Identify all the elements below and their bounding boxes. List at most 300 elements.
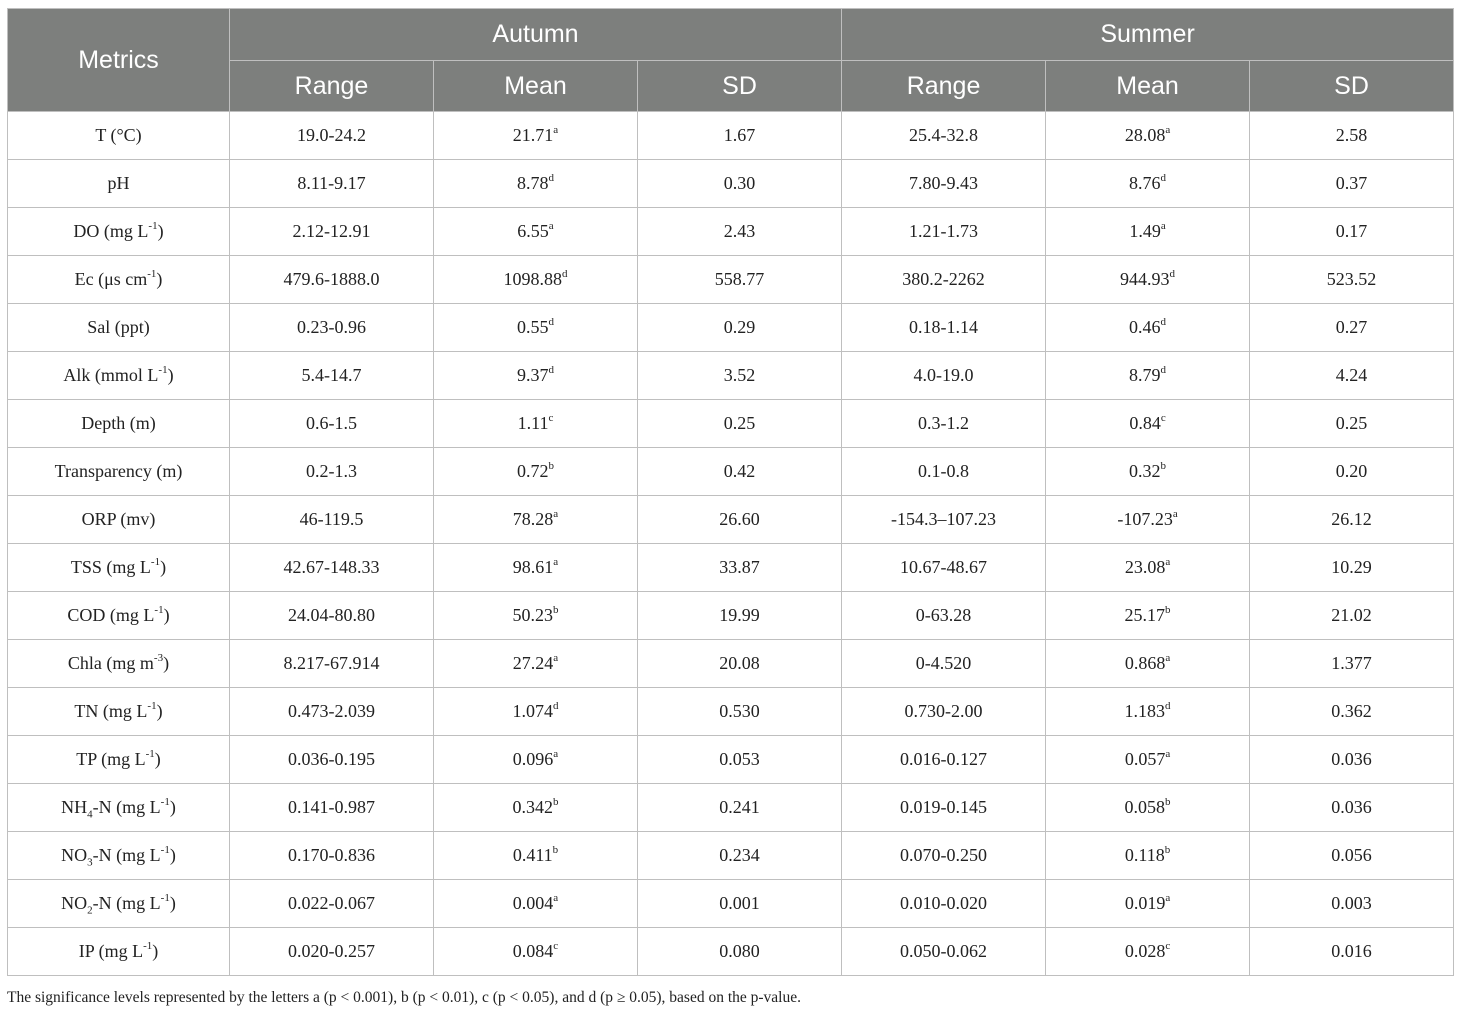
autumn-sd-cell (638, 352, 842, 400)
cell-value: 0.473-2.039 (288, 701, 375, 721)
metric-cell (8, 880, 230, 928)
metric-sup: -1 (158, 364, 168, 376)
metric-post: ) (169, 845, 176, 865)
cell-value: 0.72 (517, 461, 549, 481)
cell-value: 0.20 (1335, 461, 1368, 481)
summer-range-cell (842, 352, 1046, 400)
autumn-mean-cell (434, 160, 638, 208)
table-footnote: The significance levels represented by the letters a (p < 0.001), b (p < 0.01), c (p < 0.05), and d (p ≥ 0.05), based on the p-value. (7, 989, 801, 1006)
cell-value: 26.12 (1331, 509, 1372, 529)
cell-value: 8.79 (1129, 365, 1161, 385)
autumn-sd-cell (638, 640, 842, 688)
summer-sd-cell (1250, 640, 1454, 688)
autumn-sd-cell (638, 208, 842, 256)
summer-sd-cell (1250, 160, 1454, 208)
significance-letter: d (553, 700, 559, 712)
significance-letter: d (548, 172, 554, 184)
summer-mean-cell (1046, 784, 1250, 832)
table-row (8, 256, 1454, 304)
cell-value: 0.141-0.987 (288, 797, 375, 817)
cell-value: 0.036 (1331, 749, 1372, 769)
autumn-sd-cell (638, 688, 842, 736)
autumn-mean-cell (434, 112, 638, 160)
significance-letter: a (553, 652, 559, 664)
summer-sd-cell (1250, 208, 1454, 256)
summer-sd-cell (1250, 352, 1454, 400)
cell-value: 0.29 (723, 317, 756, 337)
cell-value: 0.004 (512, 893, 554, 913)
metric-mid: -N (mg L (92, 845, 161, 865)
cell-value: 21.02 (1331, 605, 1372, 625)
autumn-mean-cell (434, 544, 638, 592)
cell-value: 0.37 (1335, 173, 1368, 193)
water-quality-table (7, 8, 1454, 976)
significance-letter: a (1165, 892, 1171, 904)
significance-letter: d (1160, 316, 1167, 328)
autumn-mean-cell (434, 352, 638, 400)
cell-value: 7.80-9.43 (909, 173, 979, 193)
table-row (8, 784, 1454, 832)
cell-value: 0.028 (1124, 941, 1166, 961)
cell-value: 0.868 (1124, 653, 1166, 673)
cell-value: 4.24 (1335, 365, 1368, 385)
autumn-sd-cell (638, 400, 842, 448)
table-body (8, 112, 1454, 976)
summer-mean-cell (1046, 736, 1250, 784)
cell-value: 523.52 (1326, 269, 1377, 289)
metric-post: ) (169, 893, 176, 913)
autumn-range-cell (230, 880, 434, 928)
significance-letter: a (1160, 220, 1166, 232)
cell-value: 1.67 (723, 125, 756, 145)
significance-letter: b (1160, 460, 1167, 472)
summer-group-header: Summer (842, 9, 1454, 61)
metric-cell (8, 256, 230, 304)
autumn-sd-cell (638, 736, 842, 784)
cell-value: 0.019 (1124, 893, 1166, 913)
data-table-container (7, 8, 1453, 976)
summer-mean-cell (1046, 352, 1250, 400)
cell-value: 0.3-1.2 (918, 413, 970, 433)
metric-post: ) (163, 605, 170, 625)
autumn-range-cell (230, 640, 434, 688)
cell-value: -107.23 (1117, 509, 1173, 529)
metric-sup: -3 (153, 652, 164, 664)
metric-pre: TSS (mg L (70, 557, 151, 577)
cell-value: 0.411 (512, 845, 553, 865)
cell-value: 0-63.28 (915, 605, 972, 625)
metric-cell (8, 832, 230, 880)
cell-value: 0.016 (1331, 941, 1372, 961)
table-row (8, 544, 1454, 592)
cell-value: 0.17 (1335, 221, 1368, 241)
metric-pre: IP (mg L (78, 941, 144, 961)
metric-post: ) (167, 365, 174, 385)
metric-cell (8, 544, 230, 592)
cell-value: 8.217-67.914 (283, 653, 380, 673)
autumn-sd-cell (638, 784, 842, 832)
metric-cell (8, 448, 230, 496)
autumn-range-cell (230, 496, 434, 544)
metric-post: ) (163, 653, 170, 673)
cell-value: 2.12-12.91 (292, 221, 371, 241)
metric-pre: TN (mg L (74, 701, 148, 721)
summer-range-cell (842, 496, 1046, 544)
metric-sub: 3 (87, 856, 93, 869)
metric-pre: pH (107, 173, 130, 193)
autumn-range-cell (230, 256, 434, 304)
cell-value: 558.77 (714, 269, 765, 289)
metric-cell (8, 496, 230, 544)
summer-range-cell (842, 160, 1046, 208)
metric-cell (8, 304, 230, 352)
metric-pre: Transparency (m) (54, 461, 183, 481)
metric-cell (8, 928, 230, 976)
cell-value: 21.71 (512, 125, 554, 145)
cell-value: 42.67-148.33 (283, 557, 380, 577)
cell-value: 0.003 (1331, 893, 1372, 913)
summer-sd-cell (1250, 496, 1454, 544)
table-row (8, 448, 1454, 496)
significance-letter: a (548, 220, 554, 232)
significance-letter: a (553, 124, 559, 136)
significance-letter: b (548, 460, 554, 472)
cell-value: 4.0-19.0 (913, 365, 974, 385)
metric-sup: -1 (148, 220, 158, 232)
metric-pre: Sal (ppt) (87, 317, 150, 337)
cell-value: 1.183 (1124, 701, 1166, 721)
summer-range-cell (842, 784, 1046, 832)
autumn-mean-cell (434, 784, 638, 832)
autumn-sd-cell (638, 928, 842, 976)
table-row (8, 832, 1454, 880)
summer-sd-cell (1250, 544, 1454, 592)
autumn-range-cell (230, 448, 434, 496)
summer-range-cell (842, 832, 1046, 880)
table-row (8, 736, 1454, 784)
significance-letter: b (1164, 844, 1171, 856)
cell-value: 0.84 (1129, 413, 1161, 433)
cell-value: 0.170-0.836 (288, 845, 375, 865)
metric-cell (8, 208, 230, 256)
cell-value: 0.25 (723, 413, 756, 433)
summer-range-cell (842, 400, 1046, 448)
cell-value: 0.022-0.067 (288, 893, 375, 913)
cell-value: 1.49 (1129, 221, 1161, 241)
table-row (8, 688, 1454, 736)
cell-value: 20.08 (719, 653, 760, 673)
summer-mean-cell (1046, 544, 1250, 592)
metric-post: ) (169, 797, 176, 817)
cell-value: 3.52 (723, 365, 756, 385)
cell-value: 0.036-0.195 (288, 749, 375, 769)
cell-value: 0.18-1.14 (909, 317, 979, 337)
autumn-range-cell (230, 400, 434, 448)
cell-value: 10.67-48.67 (900, 557, 988, 577)
metric-post: ) (154, 749, 161, 769)
cell-value: 6.55 (517, 221, 549, 241)
autumn-mean-cell (434, 256, 638, 304)
summer-mean-cell (1046, 208, 1250, 256)
significance-letter: a (553, 748, 559, 760)
table-row (8, 640, 1454, 688)
autumn-range-cell (230, 832, 434, 880)
summer-sd-cell (1250, 448, 1454, 496)
metric-pre: ORP (mv) (81, 509, 156, 529)
significance-letter: b (552, 844, 559, 856)
summer-sd-cell (1250, 784, 1454, 832)
cell-value: 0.118 (1124, 845, 1165, 865)
cell-value: 1.074 (512, 701, 553, 721)
cell-value: 24.04-80.80 (288, 605, 375, 625)
cell-value: 27.24 (512, 653, 554, 673)
summer-mean-cell (1046, 496, 1250, 544)
metric-sup: -1 (160, 892, 170, 904)
autumn-range-cell (230, 304, 434, 352)
autumn-sd-cell (638, 160, 842, 208)
significance-letter: d (562, 268, 568, 280)
cell-value: 10.29 (1331, 557, 1372, 577)
significance-letter: c (1165, 940, 1171, 952)
metric-pre: NH (61, 797, 88, 817)
metric-sub: 4 (87, 808, 93, 821)
cell-value: 0.036 (1331, 797, 1372, 817)
metric-cell (8, 640, 230, 688)
summer-range-header: Range (842, 61, 1046, 112)
summer-mean-header: Mean (1046, 61, 1250, 112)
cell-value: 9.37 (517, 365, 549, 385)
cell-value: 0.020-0.257 (288, 941, 375, 961)
autumn-sd-cell (638, 592, 842, 640)
summer-mean-cell (1046, 688, 1250, 736)
autumn-sd-cell (638, 880, 842, 928)
significance-letter: b (1165, 796, 1171, 808)
autumn-range-cell (230, 784, 434, 832)
metric-sub: 2 (87, 904, 93, 917)
summer-range-cell (842, 736, 1046, 784)
cell-value: 944.93 (1120, 269, 1170, 289)
cell-value: 25.4-32.8 (909, 125, 979, 145)
summer-mean-cell (1046, 304, 1250, 352)
cell-value: 50.23 (512, 605, 553, 625)
metric-sup: -1 (147, 700, 157, 712)
summer-range-cell (842, 880, 1046, 928)
autumn-range-cell (230, 352, 434, 400)
summer-mean-cell (1046, 400, 1250, 448)
autumn-mean-cell (434, 688, 638, 736)
significance-letter: a (1172, 508, 1178, 520)
metric-cell (8, 352, 230, 400)
summer-mean-cell (1046, 880, 1250, 928)
summer-range-cell (842, 544, 1046, 592)
summer-range-cell (842, 928, 1046, 976)
metric-sup: -1 (150, 556, 161, 568)
summer-mean-cell (1046, 256, 1250, 304)
metric-mid: -N (mg L (92, 893, 161, 913)
metric-cell (8, 592, 230, 640)
significance-letter: a (553, 556, 559, 568)
cell-value: 25.17 (1124, 605, 1166, 625)
significance-letter: a (1165, 652, 1171, 664)
cell-value: 28.08 (1124, 125, 1166, 145)
cell-value: 0.050-0.062 (900, 941, 988, 961)
metric-pre: COD (mg L (67, 605, 155, 625)
significance-letter: a (1165, 748, 1171, 760)
cell-value: 0.46 (1129, 317, 1161, 337)
cell-value: 23.08 (1124, 557, 1166, 577)
cell-value: 0-4.520 (915, 653, 972, 673)
autumn-sd-cell (638, 112, 842, 160)
table-row (8, 208, 1454, 256)
cell-value: 380.2-2262 (902, 269, 985, 289)
cell-value: 0.096 (512, 749, 554, 769)
table-row (8, 160, 1454, 208)
autumn-mean-cell (434, 640, 638, 688)
cell-value: 0.070-0.250 (900, 845, 988, 865)
autumn-sd-cell (638, 304, 842, 352)
metric-pre: T (°C) (95, 125, 142, 145)
cell-value: 19.99 (719, 605, 760, 625)
cell-value: 1.11 (517, 413, 549, 433)
table-row (8, 112, 1454, 160)
metric-cell (8, 160, 230, 208)
metrics-header: Metrics (8, 9, 230, 112)
table-row (8, 400, 1454, 448)
autumn-range-cell (230, 208, 434, 256)
significance-letter: b (553, 604, 559, 616)
cell-value: 46-119.5 (299, 509, 364, 529)
metric-cell (8, 112, 230, 160)
metric-pre: Alk (mmol L (63, 365, 159, 385)
cell-value: 2.43 (723, 221, 756, 241)
summer-mean-cell (1046, 112, 1250, 160)
summer-sd-cell (1250, 112, 1454, 160)
summer-range-cell (842, 448, 1046, 496)
cell-value: 0.2-1.3 (306, 461, 357, 481)
summer-range-cell (842, 592, 1046, 640)
metric-cell (8, 736, 230, 784)
cell-value: 0.084 (512, 941, 554, 961)
table-row (8, 352, 1454, 400)
autumn-mean-cell (434, 400, 638, 448)
table-row (8, 928, 1454, 976)
autumn-range-cell (230, 688, 434, 736)
cell-value: 0.019-0.145 (900, 797, 988, 817)
significance-letter: d (1160, 172, 1167, 184)
metric-post: ) (157, 221, 164, 241)
autumn-mean-cell (434, 448, 638, 496)
summer-range-cell (842, 208, 1046, 256)
table-row (8, 496, 1454, 544)
cell-value: 0.27 (1335, 317, 1368, 337)
table-row (8, 304, 1454, 352)
metric-sup: -1 (154, 604, 164, 616)
table-row (8, 880, 1454, 928)
summer-range-cell (842, 640, 1046, 688)
cell-value: 5.4-14.7 (301, 365, 362, 385)
significance-letter: d (1160, 364, 1167, 376)
cell-value: 0.32 (1129, 461, 1161, 481)
significance-letter: c (553, 940, 559, 952)
summer-sd-cell (1250, 256, 1454, 304)
cell-value: 0.42 (723, 461, 756, 481)
metric-cell (8, 400, 230, 448)
metric-pre: TP (mg L (76, 749, 146, 769)
autumn-mean-cell (434, 208, 638, 256)
metric-cell (8, 784, 230, 832)
significance-letter: c (548, 412, 554, 424)
autumn-sd-cell (638, 544, 842, 592)
table-header (8, 9, 1454, 112)
cell-value: 479.6-1888.0 (283, 269, 380, 289)
autumn-range-cell (230, 928, 434, 976)
cell-value: 0.23-0.96 (297, 317, 366, 337)
autumn-range-header: Range (230, 61, 434, 112)
cell-value: 1098.88 (503, 269, 562, 289)
significance-letter: a (1165, 556, 1171, 568)
summer-sd-cell (1250, 880, 1454, 928)
summer-sd-cell (1250, 592, 1454, 640)
metric-sup: -1 (147, 268, 157, 280)
cell-value: 0.058 (1124, 797, 1166, 817)
cell-value: 26.60 (719, 509, 760, 529)
summer-range-cell (842, 256, 1046, 304)
metric-sup: -1 (160, 844, 170, 856)
cell-value: 1.377 (1331, 653, 1372, 673)
metric-sup: -1 (145, 748, 155, 760)
cell-value: 8.11-9.17 (297, 173, 366, 193)
cell-value: 0.001 (719, 893, 760, 913)
cell-value: 0.30 (723, 173, 756, 193)
autumn-group-header: Autumn (230, 9, 842, 61)
significance-letter: d (1169, 268, 1176, 280)
metric-mid: -N (mg L (92, 797, 161, 817)
cell-value: 0.362 (1331, 701, 1372, 721)
cell-value: 0.55 (517, 317, 549, 337)
cell-value: 0.016-0.127 (900, 749, 988, 769)
cell-value: 19.0-24.2 (297, 125, 366, 145)
significance-letter: d (1165, 700, 1171, 712)
cell-value: 0.25 (1335, 413, 1368, 433)
cell-value: 0.6-1.5 (306, 413, 357, 433)
metric-pre: DO (mg L (73, 221, 149, 241)
autumn-range-cell (230, 736, 434, 784)
cell-value: 0.241 (719, 797, 760, 817)
cell-value: 33.87 (719, 557, 760, 577)
cell-value: 0.234 (719, 845, 760, 865)
summer-sd-cell (1250, 304, 1454, 352)
summer-sd-cell (1250, 928, 1454, 976)
autumn-range-cell (230, 160, 434, 208)
autumn-sd-cell (638, 496, 842, 544)
summer-mean-cell (1046, 928, 1250, 976)
significance-letter: d (548, 364, 554, 376)
summer-sd-cell (1250, 736, 1454, 784)
cell-value: 0.1-0.8 (918, 461, 970, 481)
summer-sd-cell (1250, 688, 1454, 736)
summer-mean-cell (1046, 592, 1250, 640)
autumn-sd-cell (638, 256, 842, 304)
autumn-sd-cell (638, 448, 842, 496)
cell-value: 0.053 (719, 749, 760, 769)
significance-letter: a (1165, 124, 1171, 136)
significance-letter: a (553, 508, 559, 520)
significance-letter: a (553, 892, 559, 904)
autumn-range-cell (230, 112, 434, 160)
cell-value: 0.530 (719, 701, 760, 721)
summer-mean-cell (1046, 832, 1250, 880)
metric-cell (8, 688, 230, 736)
